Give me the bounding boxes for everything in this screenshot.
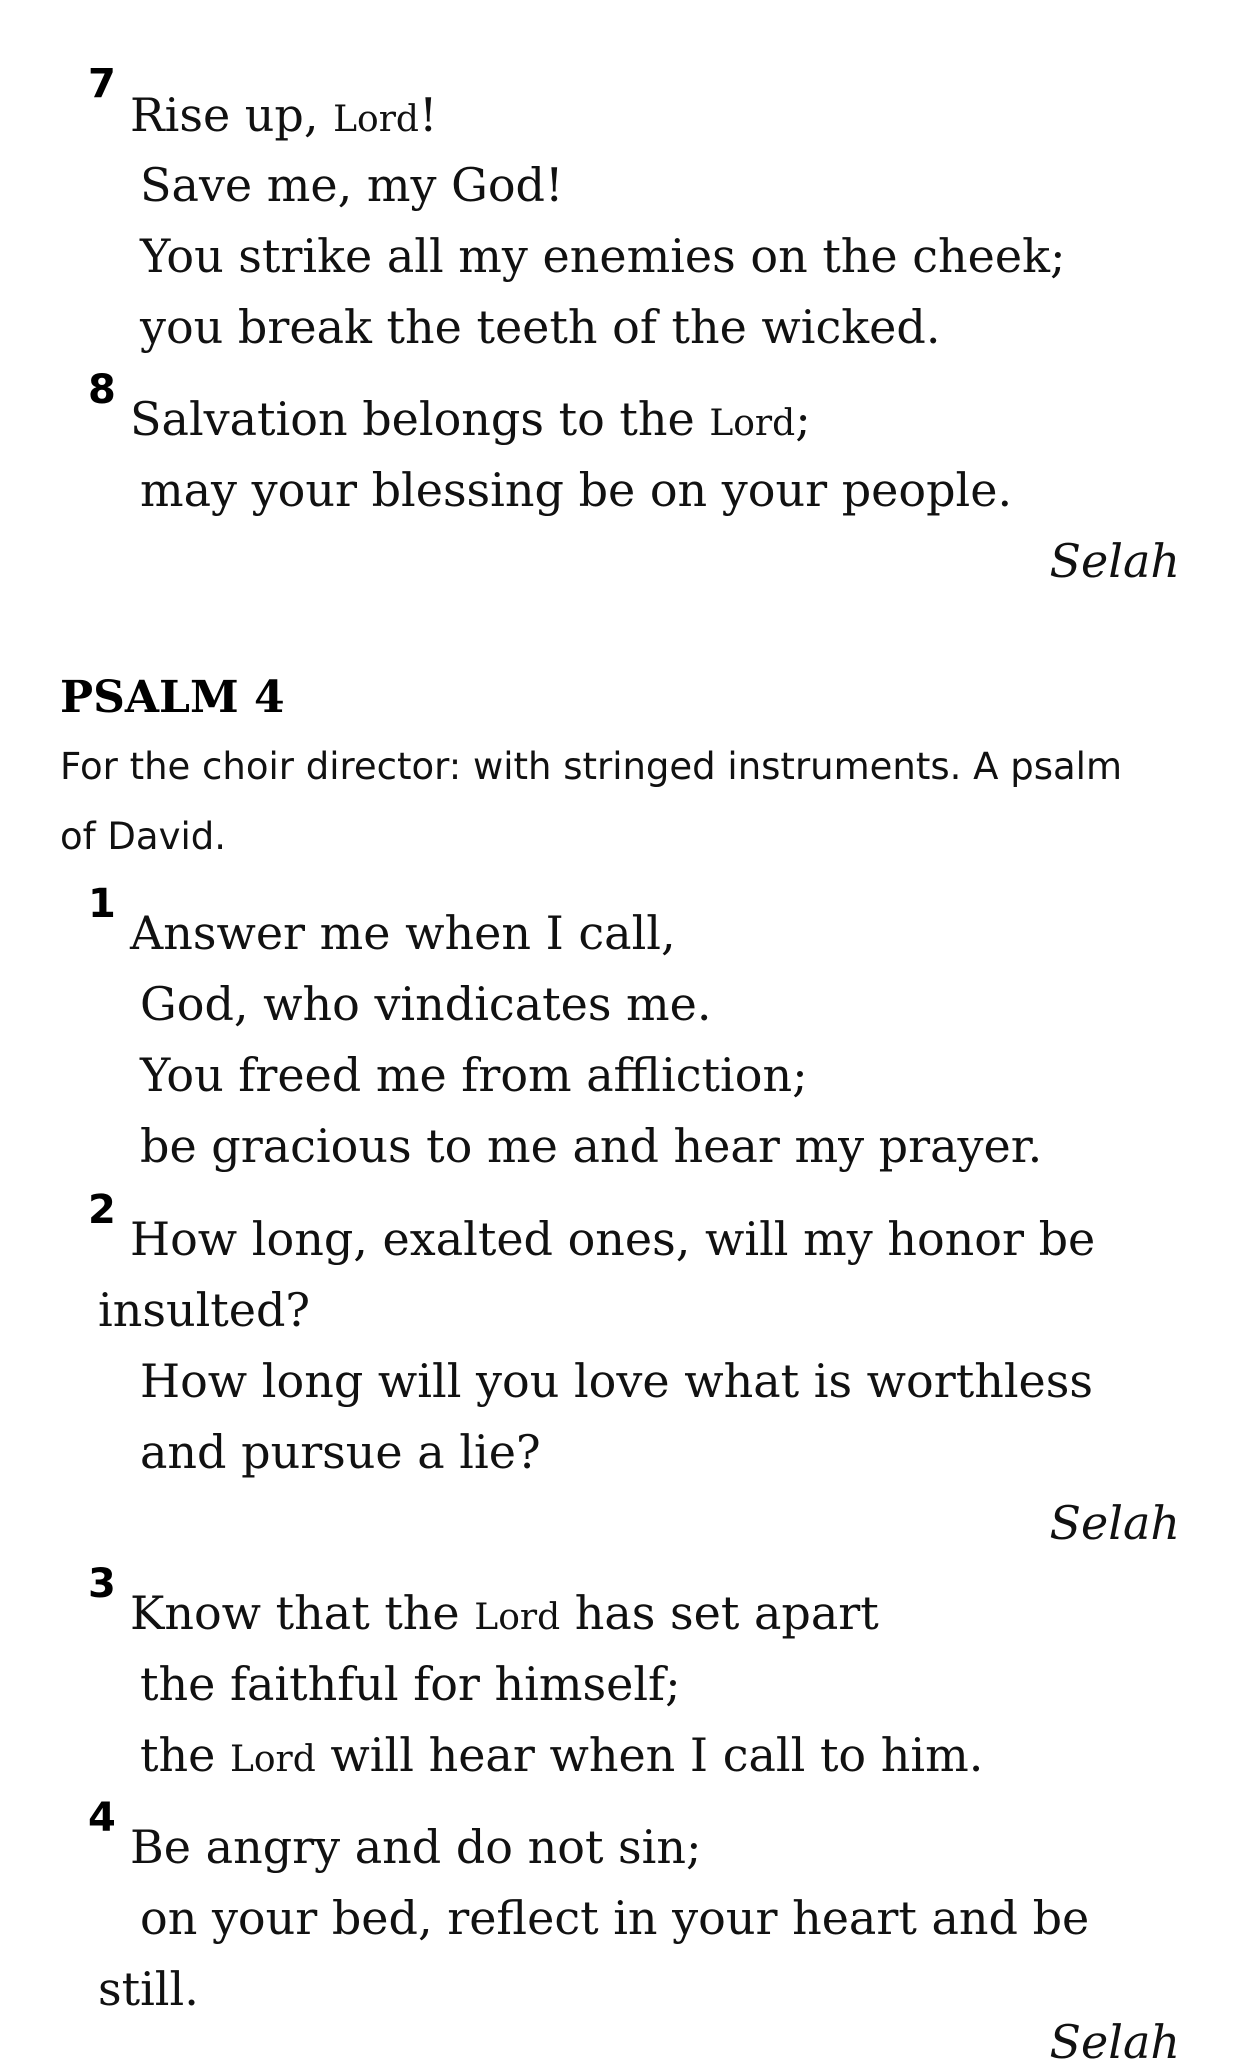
divine-name: Lord	[709, 403, 796, 444]
verse-line: you break the teeth of the wicked.	[140, 300, 941, 354]
divine-name: Lord	[474, 1597, 561, 1638]
verse-line: Salvation belongs to the Lord;	[130, 392, 811, 446]
verse-line: God, who vindicates me.	[140, 977, 712, 1031]
verse-number-2: 2	[88, 1187, 116, 1233]
divine-name: Lord	[333, 99, 419, 140]
verse-line: Save me, my God!	[140, 158, 564, 212]
verse-line: on your bed, reflect in your heart and be	[140, 1891, 1090, 1945]
psalm-superscription: For the choir director: with stringed instruments. A psalm of David.	[60, 745, 1122, 858]
verse-line: the faithful for himself;	[140, 1657, 681, 1711]
selah-marker: Selah	[1049, 534, 1180, 588]
verse-line: How long, exalted ones, will my honor be	[130, 1212, 1096, 1266]
verse-number-7: 7	[88, 61, 116, 107]
verse-line: Answer me when I call,	[130, 906, 676, 960]
verse-number-1: 1	[88, 881, 116, 927]
verse-line: Rise up, Lord!	[130, 88, 438, 142]
verse-number-3: 3	[88, 1561, 116, 1607]
divine-name: Lord	[229, 1739, 316, 1780]
verse-number-8: 8	[88, 367, 116, 413]
verse-line: the Lord will hear when I call to him.	[140, 1728, 984, 1782]
verse-line: You freed me from affliction;	[140, 1048, 808, 1102]
verse-line: and pursue a lie?	[140, 1425, 541, 1479]
verse-line: insulted?	[98, 1283, 311, 1337]
verse-line: Know that the Lord has set apart	[130, 1586, 879, 1640]
verse-line: be gracious to me and hear my prayer.	[140, 1119, 1043, 1173]
selah-marker: Selah	[1049, 1496, 1180, 1550]
psalm-heading: PSALM 4	[60, 672, 285, 723]
verse-line: You strike all my enemies on the cheek;	[140, 229, 1066, 283]
selah-marker: Selah	[1049, 2015, 1180, 2069]
verse-number-4: 4	[88, 1795, 116, 1841]
verse-line: still.	[98, 1962, 199, 2016]
verse-line: Be angry and do not sin;	[130, 1820, 702, 1874]
verse-line: may your blessing be on your people.	[140, 463, 1013, 517]
verse-line: How long will you love what is worthless	[140, 1354, 1093, 1408]
